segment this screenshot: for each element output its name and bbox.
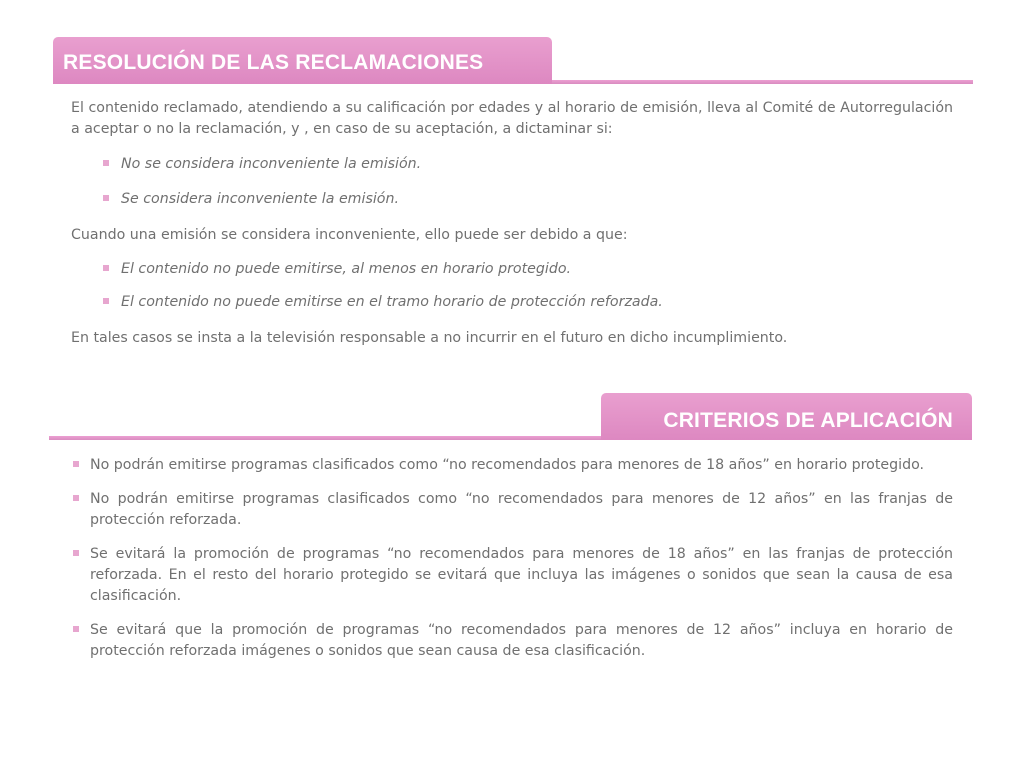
- list-item: [73, 544, 953, 607]
- list-item-text: Se evitará que la promoción de programas “no recomendados para menores de 12 años” incluya en horario de protección reforzada imágenes o sonidos que sean causa de esa clasificación.: [90, 622, 953, 659]
- list-item: [103, 259, 953, 280]
- square-bullet-icon: [73, 550, 79, 556]
- list-item: [103, 292, 953, 313]
- square-bullet-icon: [73, 626, 79, 632]
- list-item-text: Se evitará la promoción de programas “no recomendados para menores de 18 años” en las franjas de protección reforzada. En el resto del horario protegido se evitará que incluya las imágenes o sonidos que sean la causa de esa clasificación.: [90, 546, 953, 604]
- square-bullet-icon: [103, 265, 109, 271]
- section-title: RESOLUCIÓN DE LAS RECLAMACIONES: [63, 51, 484, 74]
- section-header-tab: [53, 37, 552, 84]
- section-header-tab: [601, 393, 972, 440]
- list-item-text: Se considera inconveniente la emisión.: [121, 191, 399, 207]
- square-bullet-icon: [103, 195, 109, 201]
- list-item-text: El contenido no puede emitirse, al menos en horario protegido.: [121, 261, 572, 277]
- list-item: [73, 620, 953, 662]
- square-bullet-icon: [73, 495, 79, 501]
- list-item-text: No podrán emitirse programas clasificados como “no recomendados para menores de 18 años” en horario protegido.: [90, 457, 925, 473]
- list-item-text: No se considera inconveniente la emisión.: [121, 156, 422, 172]
- list-item: [73, 455, 953, 476]
- square-bullet-icon: [73, 461, 79, 467]
- list-item-text: El contenido no puede emitirse en el tramo horario de protección reforzada.: [121, 294, 663, 310]
- reasons-intro-paragraph: Cuando una emisión se considera inconveniente, ello puede ser debido a que:: [71, 227, 628, 243]
- list-item: [103, 154, 953, 175]
- intro-paragraph: El contenido reclamado, atendiendo a su calificación por edades y al horario de emisión, lleva al Comité de Autorregulación a aceptar o no la reclamación, y , en caso de su aceptación, a dictaminar si:: [71, 100, 953, 137]
- closing-paragraph: En tales casos se insta a la televisión responsable a no incurrir en el futuro en dicho incumplimiento.: [71, 330, 788, 346]
- square-bullet-icon: [103, 298, 109, 304]
- list-item: [73, 489, 953, 531]
- square-bullet-icon: [103, 160, 109, 166]
- section-title: CRITERIOS DE APLICACIÓN: [663, 409, 953, 432]
- list-item-text: No podrán emitirse programas clasificados como “no recomendados para menores de 12 años” en las franjas de protección reforzada.: [90, 491, 953, 528]
- list-item: [103, 189, 953, 210]
